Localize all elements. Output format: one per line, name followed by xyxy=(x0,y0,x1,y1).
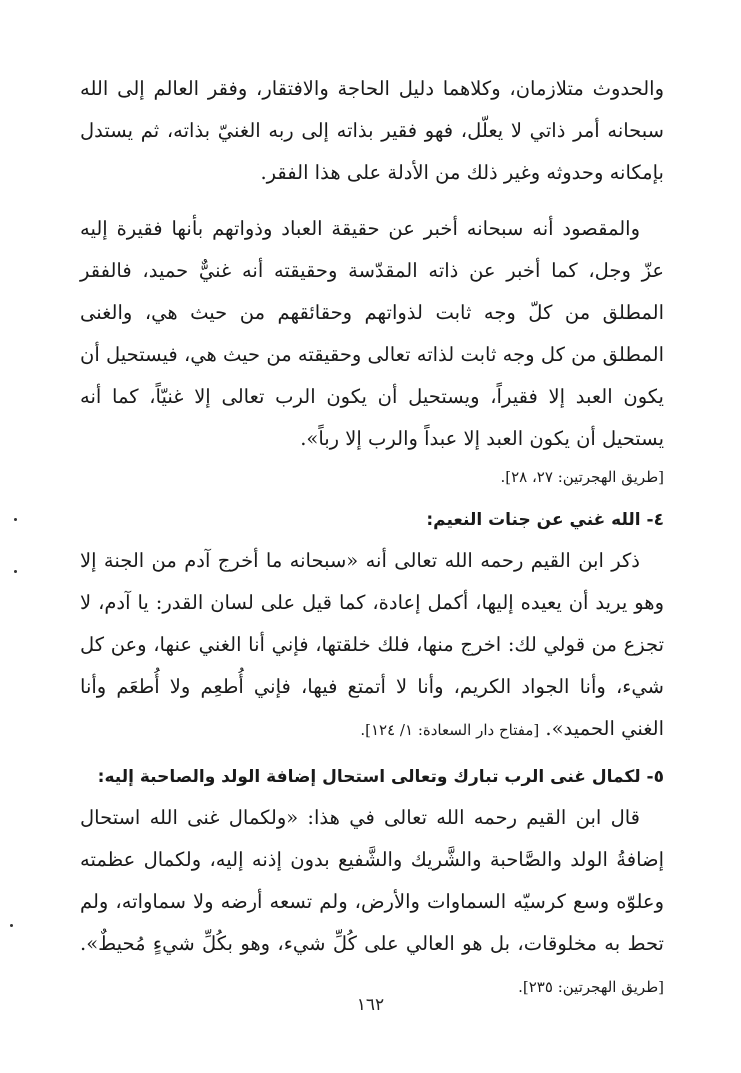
margin-speck xyxy=(14,570,17,573)
citation-reference: [مفتاح دار السعادة: ١/ ١٢٤]. xyxy=(360,721,540,739)
margin-speck xyxy=(14,518,17,521)
section-heading-5: ٥- لكمال غنى الرب تبارك وتعالى استحال إضافة الولد والصاحبة إليه: xyxy=(97,767,664,787)
section-4-text: ذكر ابن القيم رحمه الله تعالى أنه «سبحانه ما أخرج آدم من الجنة إلا وهو يريد أن يعيده إليها، أكمل إعادة، كما قيل على لسان القدر: يا آدم، لا تجزع من قولي لك: اخرج منها، فلك خلقتها، فإني أنا الغني عنها، وعن كل شيء، وأنا الجواد الكريم، وأنا لا أتمتع فيها، فإني أُطعِم ولا أُطعَم وأنا الغني الحميد». xyxy=(80,549,664,740)
section-heading-4: ٤- الله غني عن جنات النعيم: xyxy=(426,510,664,530)
margin-speck xyxy=(10,924,13,927)
citation-reference: [طريق الهجرتين: ٢٧، ٢٨]. xyxy=(500,468,664,486)
paragraph-continuation: والحدوث متلازمان، وكلاهما دليل الحاجة والافتقار، وفقر العالم إلى الله سبحانه أمر ذاتي لا يعلّل، فهو فقير بذاته إلى ربه الغنيّ بذاته، ثم يستدل بإمكانه وحدوثه وغير ذلك من الأدلة على هذا الفقر. xyxy=(80,77,664,184)
page-number: ١٦٢ xyxy=(356,995,385,1015)
citation-reference: [طريق الهجرتين: ٢٣٥]. xyxy=(518,978,664,996)
page-body xyxy=(80,68,664,1008)
paragraph-main-point: والمقصود أنه سبحانه أخبر عن حقيقة العباد وذواتهم بأنها فقيرة إليه عزّ وجل، كما أخبر عن ذاته المقدّسة وحقيقته أنه غنيٌّ حميد، فالفقر المطلق من كلّ وجه ثابت لذواتهم وحقائقهم من حيث هي، والغنى المطلق من كل وجه ثابت لذاته تعالى وحقيقته من حيث هي، فيستحيل أن يكون العبد إلا فقيراً، ويستحيل أن يكون الرب تعالى إلا غنيّاً، كما أنه يستحيل أن يكون العبد إلا عبداً والرب إلا رباً». xyxy=(80,217,664,450)
paragraph-section-5 xyxy=(80,797,664,1008)
paragraph-section-4 xyxy=(80,540,664,751)
section-5-text: قال ابن القيم رحمه الله تعالى في هذا: «ولكمال غنى الله استحال إضافةُ الولد والصَّاحبة والشَّريك والشَّفيع بدون إذنه إليه، ولكمال عظمته وعلوّه وسع كرسيّه السماوات والأرض، ولم تسعه أرضه ولا سماواته، ولم تحط به مخلوقات، بل هو العالي على كُلِّ شيء، وهو بكُلِّ شيءٍ مُحيطٌ». xyxy=(80,806,664,955)
